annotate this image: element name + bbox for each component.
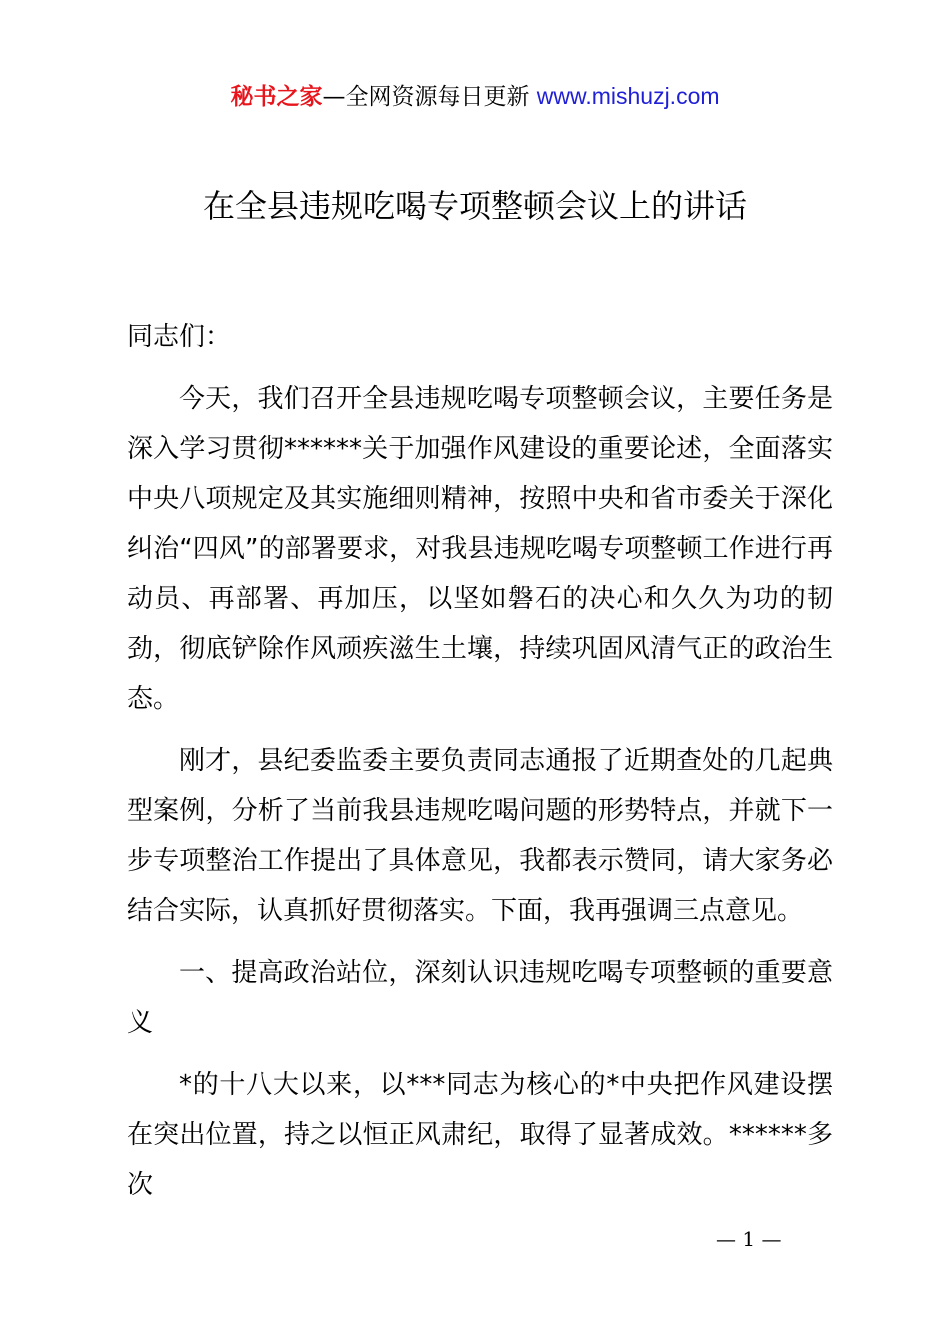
paragraph-section-one: *的十八大以来，以***同志为核心的*中央把作风建设摆在突出位置，持之以恒正风肃纪，取得了显著成效。******多次: [127, 1070, 833, 1200]
document-title: 在全县违规吃喝专项整顿会议上的讲话: [202, 187, 747, 225]
greeting: 同志们：: [127, 322, 232, 352]
page-number: — 1 —: [716, 1227, 782, 1251]
paragraph-opening: 今天，我们召开全县违规吃喝专项整顿会议，主要任务是深入学习贯彻******关于加强作风建设的重要论述，全面落实中央八项规定及其实施细则精神，按照中央和省市委关于深化纠治“四风”的部署要求，对我县违规吃喝专项整顿工作进行再动员、再部署、再加压，以坚如磐石的决心和久久为功的韧劲，彻底铲除作风顽疾滋生土壤，持续巩固风清气正的政治生态。: [127, 384, 833, 714]
site-header: [0, 80, 950, 113]
document-body: [127, 312, 833, 1222]
paragraph-summary: 刚才，县纪委监委主要负责同志通报了近期查处的几起典型案例，分析了当前我县违规吃喝问题的形势特点，并就下一步专项整治工作提出了具体意见，我都表示赞同，请大家务必结合实际，认真抓好贯彻落实。下面，我再强调三点意见。: [127, 746, 833, 926]
header-tagline: —全网资源每日更新: [322, 84, 537, 110]
site-url-link[interactable]: www.mishuzj.com: [536, 83, 720, 109]
brand-name: 秘书之家: [230, 84, 323, 110]
section-heading-one: 一、提高政治站位，深刻认识违规吃喝专项整顿的重要意义: [127, 958, 833, 1038]
